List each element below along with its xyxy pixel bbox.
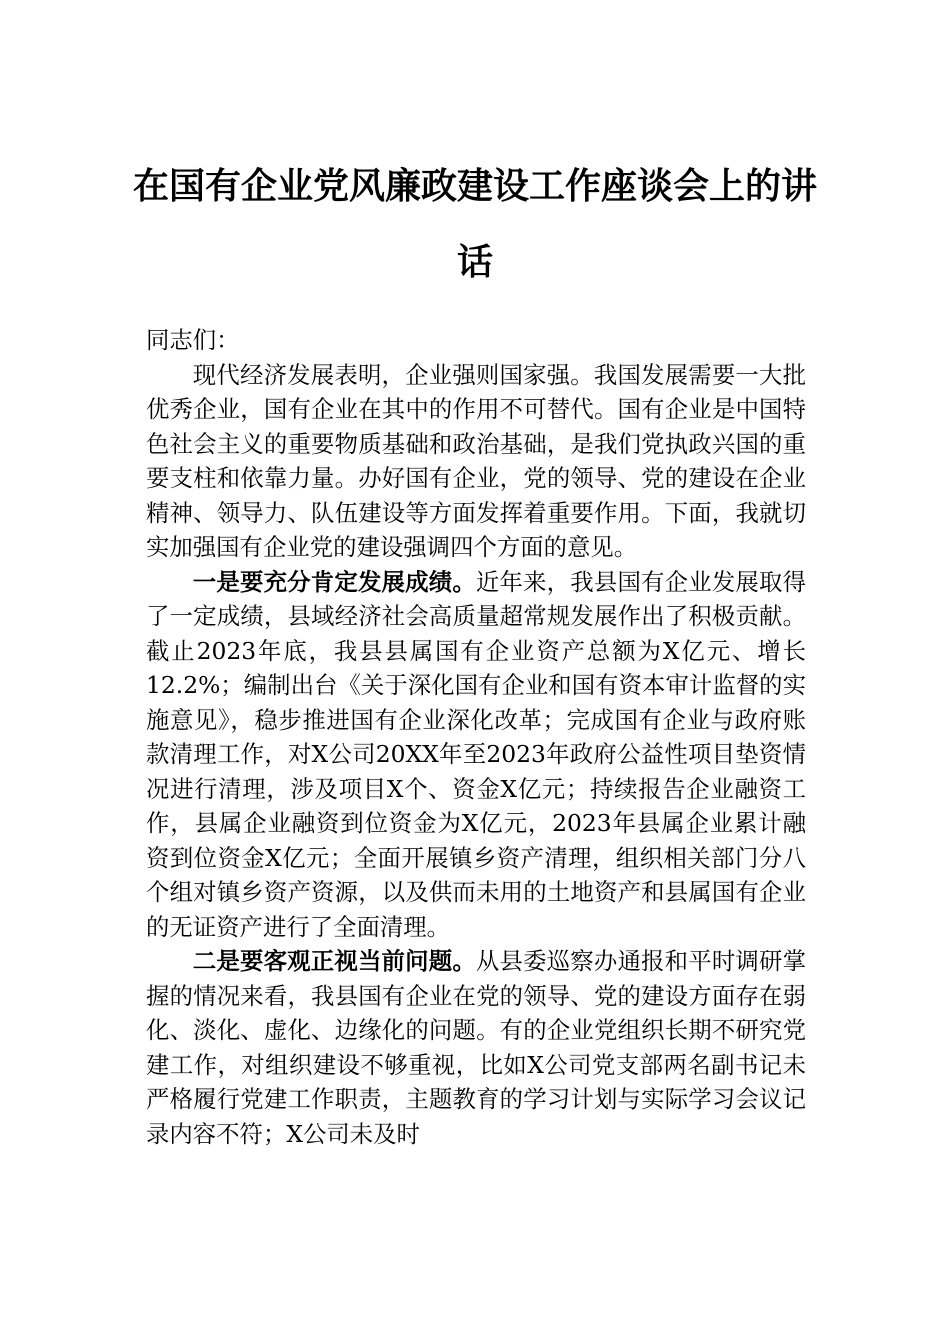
document-body — [146, 323, 806, 1151]
document-title: 在国有企业党风廉政建设工作座谈会上的讲话 — [132, 165, 817, 283]
paragraph-intro — [146, 358, 806, 565]
salutation: 同志们： — [146, 326, 240, 354]
paragraph-achievements — [146, 565, 806, 945]
paragraph-lead: 一是要充分肯定发展成绩。 — [192, 567, 476, 596]
paragraph-problems — [146, 944, 806, 1151]
paragraph-text: 近年来，我县国有企业发展取得了一定成绩，县域经济社会高质量超常规发展作出了积极贡献。截止2023年底，我县县属国有企业资产总额为X亿元、增长12.2%；编制出台《关于深化国有企业和国有资本审计监督的实施意见》，稳步推进国有企业深化改革；完成国有企业与政府账款清理工作，对X公司20XX年至2023年政府公益性项目垫资情况进行清理，涉及项目X个、资金X亿元；持续报告企业融资工作，县属企业融资到位资金为X亿元，2023年县属企业累计融资到位资金X亿元；全面开展镇乡资产清理，组织相关部门分八个组对镇乡资产资源，以及供而未用的土地资产和县属国有企业的无证资产进行了全面清理。 — [146, 567, 806, 941]
paragraph-text: 从县委巡察办通报和平时调研掌握的情况来看，我县国有企业在党的领导、党的建设方面存在弱化、淡化、虚化、边缘化的问题。有的企业党组织长期不研究党建工作，对组织建设不够重视，比如X公司党支部两名副书记未严格履行党建工作职责，主题教育的学习计划与实际学习会议记录内容不符；X公司未及时 — [146, 947, 806, 1148]
paragraph-text: 现代经济发展表明，企业强则国家强。我国发展需要一大批优秀企业，国有企业在其中的作用不可替代。国有企业是中国特色社会主义的重要物质基础和政治基础，是我们党执政兴国的重要支柱和依靠力量。办好国有企业，党的领导、党的建设在企业精神、领导力、队伍建设等方面发挥着重要作用。下面，我就切实加强国有企业党的建设强调四个方面的意见。 — [146, 360, 806, 561]
paragraph-lead: 二是要客观正视当前问题。 — [192, 947, 476, 975]
